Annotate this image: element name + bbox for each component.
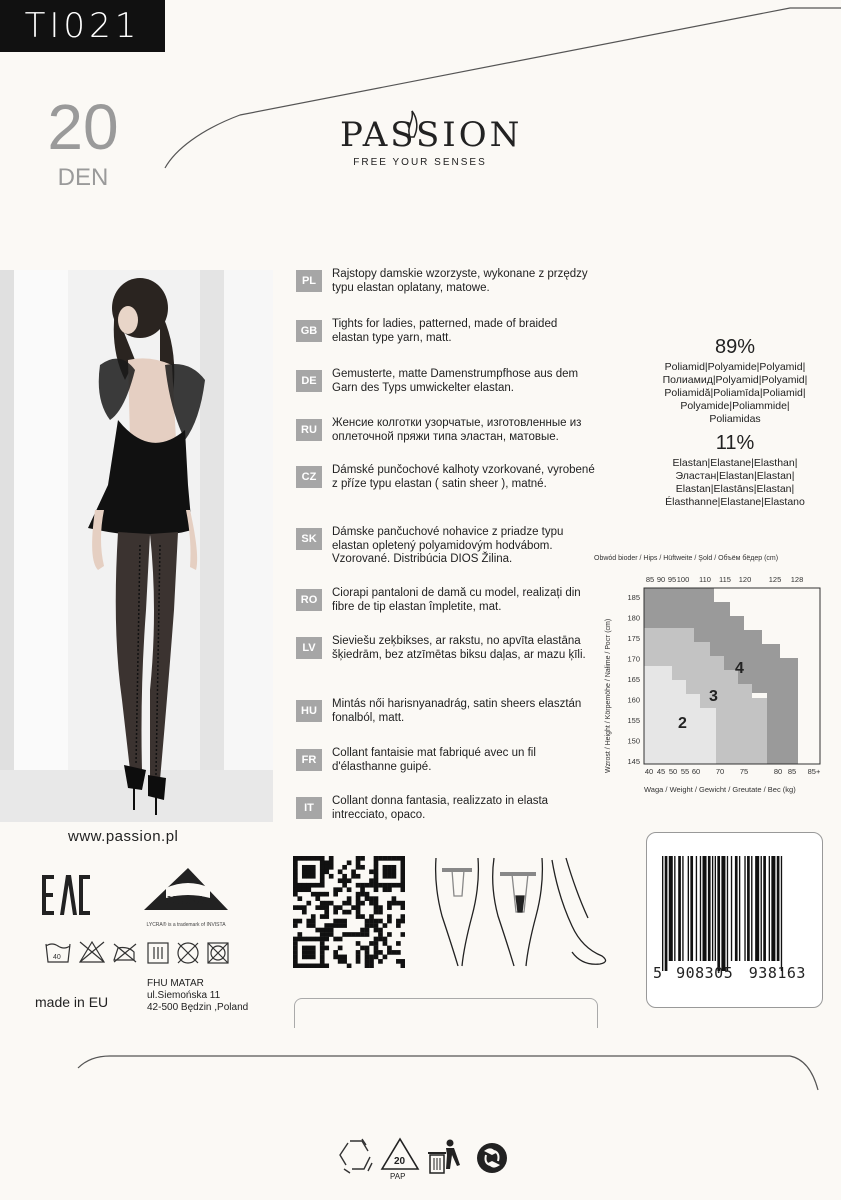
hips-tick: 85 (645, 575, 655, 584)
size-label-3: 3 (709, 688, 718, 705)
barcode-digits-left: 908305 (676, 964, 734, 982)
polyamide-percent: 89% (714, 336, 756, 358)
height-tick: 165 (627, 675, 640, 684)
description-text: Sieviešu zeķbikses, ar rakstu, no apvīta elastāna šķiedrām, bez atzīmētas biksu daļas, ar mazu ķīli. (332, 635, 586, 661)
dry-flat-icon (148, 943, 168, 963)
weight-tick: 70 (715, 767, 725, 776)
pap-label: PAP (390, 1172, 406, 1181)
weight-tick: 40 (644, 767, 654, 776)
tights-illustration-icon (432, 856, 612, 968)
description-ru (296, 417, 596, 444)
den-label: DEN (57, 164, 109, 191)
elastane-line: Elastan|Elastane|Elasthan| (672, 457, 798, 469)
elastane-line: Élasthanne|Elastane|Elastano (665, 496, 805, 508)
height-tick: 175 (627, 634, 640, 643)
made-in-label: made in EU (35, 994, 109, 1010)
description-gb (296, 318, 596, 345)
polyamide-line: Poliamid|Polyamide|Polyamid| (664, 361, 806, 373)
composition (640, 336, 830, 509)
lang-badge: FR (296, 749, 322, 771)
description-text: Gemusterte, matte Damenstrumpfhose aus dem Garn des Typs umwickelter elastan. (332, 368, 579, 394)
empty-label-box (294, 998, 598, 1028)
barcode-number (653, 964, 813, 982)
hips-label: Obwód bioder / Hips / Hüftweite / Şold / Объём бёдер (cm) (594, 555, 779, 562)
lycra-logo (136, 864, 236, 934)
lang-badge: IT (296, 797, 322, 819)
qr-code-icon (293, 856, 405, 968)
no-iron-icon (114, 944, 136, 962)
lang-badge: SK (296, 528, 322, 550)
care-symbols (44, 938, 234, 966)
hips-tick: 120 (738, 575, 752, 584)
description-ro (296, 587, 596, 614)
hips-tick: 90 (656, 575, 666, 584)
no-bleach-icon (80, 942, 104, 962)
polyamide-line: Полиамид|Polyamid|Polyamid| (662, 374, 808, 386)
weight-tick: 50 (668, 767, 678, 776)
model-photo (0, 270, 273, 822)
lang-badge: GB (296, 320, 322, 342)
weight-ticks (645, 767, 821, 776)
manufacturer-city: 42-500 Będzin ,Poland (147, 1002, 249, 1013)
hips-tick: 125 (768, 575, 782, 584)
description-text: Mintás női harisnyanadrág, satin sheers elasztán fonalból, matt. (332, 698, 582, 724)
polyamide-line: Poliamidas (709, 413, 761, 425)
description-hu (296, 698, 596, 725)
manufacturer-address (147, 978, 248, 1014)
description-text: Collant fantaisie mat fabriqué avec un fil d'élasthanne guipé. (332, 747, 536, 773)
weight-label: Waga / Weight / Gewicht / Greutate / Bec (kg) (644, 785, 796, 794)
brand-name: PASSION (340, 115, 523, 155)
elastane-line: Эластан|Elastan|Elastan| (675, 470, 795, 482)
wash-temp: 40 (53, 954, 61, 961)
barcode-digits-right: 938163 (748, 964, 806, 982)
description-lv (296, 635, 596, 662)
description-text: Tights for ladies, patterned, made of braided elastan type yarn, matt. (332, 318, 558, 344)
hips-tick: 128 (790, 575, 804, 584)
height-tick: 150 (627, 736, 640, 746)
description-sk (296, 526, 596, 567)
lang-badge: RO (296, 589, 322, 611)
hips-tick: 100 (676, 575, 690, 584)
description-text: Collant donna fantasia, realizzato in elasta intrecciato, opaco. (332, 795, 549, 821)
footer-curve (0, 1040, 841, 1120)
description-it (296, 795, 596, 822)
lang-badge: HU (296, 700, 322, 722)
weight-tick: 45 (656, 767, 666, 776)
den-value: 20 (47, 91, 119, 163)
lang-badge: DE (296, 370, 322, 392)
website-url: www.passion.pl (68, 828, 179, 845)
tidyman-bin-icon (428, 1140, 460, 1174)
lycra-text: LYCRA (166, 894, 206, 907)
pap-number: 20 (394, 1156, 406, 1167)
barcode-digit-first: 5 (653, 964, 663, 982)
polyamide-line: Poliamidă|Poliamīda|Poliamid| (664, 387, 806, 399)
description-de (296, 368, 596, 395)
product-code: TI021 (0, 0, 165, 52)
weight-tick: 75 (739, 767, 749, 776)
height-tick: 185 (627, 593, 640, 602)
description-fr (296, 747, 596, 774)
recycling-icons (336, 1135, 516, 1181)
lycra-trademark-note: LYCRA® is a trademark of INVISTA (146, 922, 226, 928)
description-text: Dámske pančuchové nohavice z priadze typu elastan opletený polyamidovým hodvábom. Vzorované. Distribúcia DIOS Žilina. (332, 526, 564, 565)
height-ticks (627, 593, 640, 766)
height-tick: 155 (627, 716, 640, 725)
logo-flame-icon (398, 109, 428, 139)
hips-tick: 115 (719, 575, 731, 584)
size-label-2: 2 (678, 715, 687, 732)
size-chart (592, 548, 841, 798)
height-tick: 170 (627, 654, 640, 664)
weight-tick: 85+ (807, 767, 821, 776)
elastane-percent: 11% (715, 432, 755, 454)
polyamide-line: Polyamide|Poliammide| (680, 400, 790, 412)
hips-ticks (646, 575, 803, 584)
size-4-lower (767, 693, 798, 764)
height-tick: 160 (627, 695, 640, 705)
green-dot-icon (477, 1143, 507, 1173)
description-text: Dámské punčochové kalhoty vzorkované, vyrobené z příze typu elastan ( satin sheer ), matné. (332, 464, 595, 490)
lang-badge: RU (296, 419, 322, 441)
height-label: Wzrost / Height / Körpemöhe / Nałime / Рост (cm) (605, 618, 612, 773)
brand-logo (340, 115, 523, 168)
lang-badge: PL (296, 270, 322, 292)
description-cz (296, 464, 596, 491)
hips-tick: 110 (699, 575, 711, 584)
weight-tick: 60 (691, 767, 701, 776)
chart-regions (644, 588, 820, 764)
brand-tagline: FREE YOUR SENSES (353, 157, 487, 168)
manufacturer-name: FHU MATAR (147, 978, 204, 989)
no-tumble-dry-icon (208, 943, 228, 963)
weight-tick: 80 (773, 767, 783, 776)
elastane-line: Elastan|Elastāns|Elastan| (675, 483, 795, 495)
recycle-icon (340, 1139, 372, 1173)
weight-tick: 85 (787, 767, 797, 776)
description-pl (296, 268, 596, 295)
size-label-4: 4 (735, 660, 744, 677)
description-text: Rajstopy damskie wzorzyste, wykonane z przędzy typu elastan oplatany, matowe. (332, 268, 588, 294)
manufacturer-street: ul.Siemońska 11 (147, 990, 221, 1001)
height-tick: 180 (627, 613, 640, 623)
hips-tick: 95 (667, 575, 677, 584)
no-dry-clean-icon (178, 943, 198, 963)
description-text: Женсие колготки узорчатые, изготовленные из оплеточной пряжи типа эластан, матовые. (332, 417, 582, 443)
lang-badge: CZ (296, 466, 322, 488)
eac-logo-icon (40, 873, 92, 919)
height-tick: 145 (627, 757, 640, 766)
barcode-icon (662, 856, 812, 971)
weight-tick: 55 (680, 767, 690, 776)
lang-badge: LV (296, 637, 322, 659)
description-text: Ciorapi pantaloni de damă cu model, realizați din fibre de tip elastan împletite, mat. (332, 587, 581, 613)
